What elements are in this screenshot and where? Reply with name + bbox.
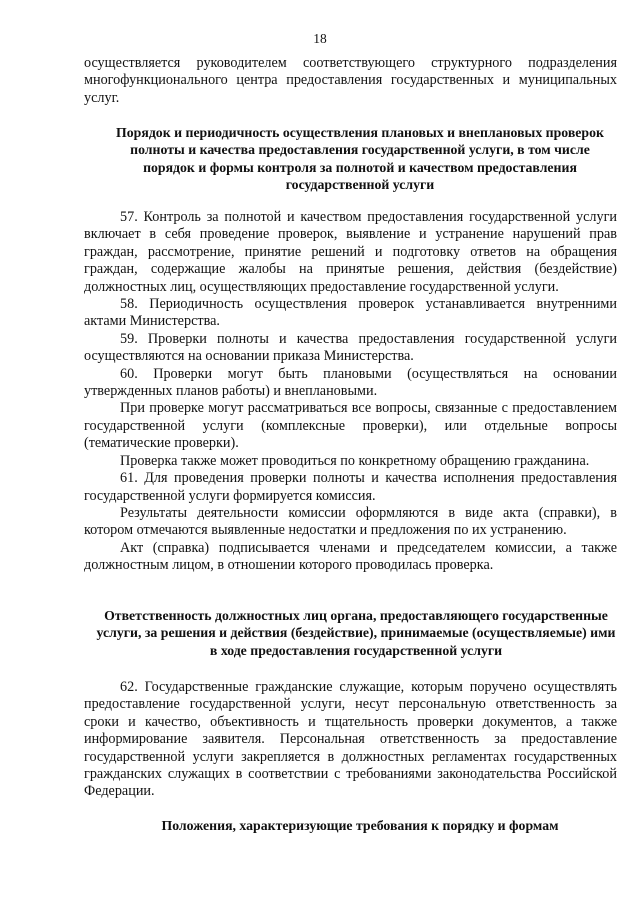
intro-text: осуществляется руководителем соответствующего структурного подразделения многофункционального центра предоставления государственных и муниципальных услуг. (84, 55, 617, 106)
paragraph-61-results: Результаты деятельности комиссии оформляются в виде акта (справки), в котором отмечаются выявленные недостатки и предложения по их устранению. (84, 504, 617, 539)
section2-body (84, 679, 617, 801)
section1-heading-text: Порядок и периодичность осуществления плановых и внеплановых проверок полноты и качества предоставления государственной услуги, в том числе порядок и формы контроля за полнотой и качеством предоставления государственной услуги (116, 125, 604, 193)
section1-heading (116, 124, 604, 194)
section2-heading (92, 607, 620, 659)
section3-heading (120, 817, 600, 834)
section3-heading-text: Положения, характеризующие требования к порядку и формам (161, 818, 559, 833)
paragraph-61: 61. Для проведения проверки полноты и качества исполнения предоставления государственной услуги формируется комиссия. (84, 470, 617, 504)
paragraph-59: 59. Проверки полноты и качества предоставления государственной услуги осуществляются на основании приказа Министерства. (84, 330, 617, 365)
page-number: 18 (313, 31, 327, 46)
section2-heading-text: Ответственность должностных лиц органа, предоставляющего государственные услуги, за решения и действия (бездействие), принимаемые (осуществляемые) ими в ходе предоставления государственной услуги (96, 608, 616, 658)
paragraph-58: 58. Периодичность осуществления проверок устанавливается внутренними актами Министерства. (84, 296, 617, 330)
section1-body (84, 209, 617, 575)
paragraph-60-checks: При проверке могут рассматриваться все вопросы, связанные с предоставлением государственной услуги (комплексные проверки), или отдельные вопросы (тематические проверки). (84, 400, 617, 452)
paragraph-60-citizen: Проверка также может проводиться по конкретному обращению гражданина. (120, 452, 590, 469)
paragraph-57: 57. Контроль за полнотой и качеством предоставления государственной услуги включает в себя проведение проверок, выявление и устранение нарушений прав граждан, рассмотрение, принятие решений и подготовку ответов на обращения граждан, содержащие жалобы на принятые решения, действия (бездействие) должностных лиц, осуществляющих предоставление государственной услуги. (84, 209, 617, 295)
paragraph-62: 62. Государственные гражданские служащие, которым поручено осуществлять предоставление государственной услуги, несут персональную ответственность за сроки и качество, объективность и тщательность проверки документов, а также информирование заявителя. Персональная ответственность за предоставление государственной услуги закрепляется в должностных регламентах государственных гражданских служащих в соответствии с требованиями законодательства Российской Федерации. (84, 679, 617, 800)
paragraph-60: 60. Проверки могут быть плановыми (осуществляться на основании утвержденных планов работы) и внеплановыми. (84, 365, 617, 400)
paragraph-61-act: Акт (справка) подписывается членами и председателем комиссии, а также должностным лицом, в отношении которого проводилась проверка. (84, 539, 617, 574)
intro-paragraph (84, 55, 617, 107)
